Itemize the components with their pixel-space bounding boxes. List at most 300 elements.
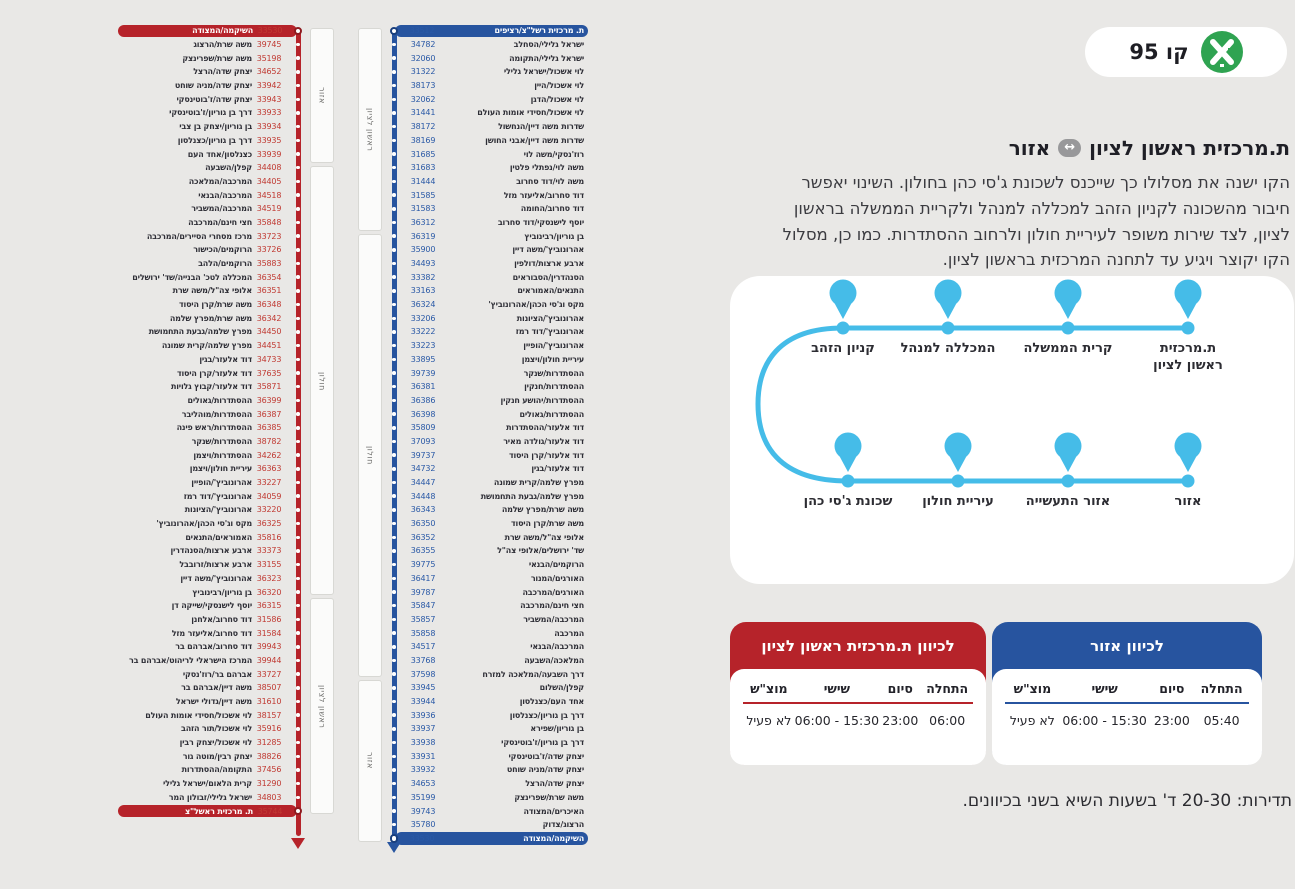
stop-name: האורגים/המנור xyxy=(530,573,584,583)
zone-label: חולון xyxy=(365,445,375,465)
stop-dot xyxy=(392,522,396,526)
stop-name: אהרונוביץ'/דוד רמז xyxy=(183,491,252,501)
description-line: הקו יקוצר ויגיע עד לתחנה המרכזית בראשון לציון. xyxy=(942,250,1290,270)
stop-dot xyxy=(296,700,300,704)
stop-dot xyxy=(296,98,300,102)
stop-dot xyxy=(296,672,300,676)
stop-dot xyxy=(392,412,396,416)
zone-bar-left xyxy=(310,28,334,814)
zone-box xyxy=(358,680,382,842)
stop-row xyxy=(386,188,588,202)
stop-code: 33938 xyxy=(410,738,436,748)
diagram-stop-label: שכונת ג'סי כהן xyxy=(803,494,893,509)
stop-code: 33768 xyxy=(410,655,436,665)
stop-dot xyxy=(392,796,396,800)
stop-row xyxy=(118,517,306,531)
col-friday: שישי xyxy=(1091,681,1118,696)
stop-row xyxy=(386,530,588,544)
stop-row xyxy=(386,175,588,189)
stop-name: לוי אשכול/חסידי אומות העולם xyxy=(145,710,252,720)
two-way-arrow-icon: ↔ xyxy=(1058,139,1081,157)
stop-dot xyxy=(392,590,396,594)
stop-code: 38172 xyxy=(410,122,436,132)
stop-dot xyxy=(392,152,396,156)
stop-dot xyxy=(296,152,300,156)
stop-code: 33163 xyxy=(410,286,436,296)
stop-dot xyxy=(392,645,396,649)
stop-code: 34782 xyxy=(410,40,436,50)
stop-row xyxy=(386,572,588,586)
stop-name: ארבע ארצות/דולפין xyxy=(514,259,584,269)
stop-name: ההסתדרות/יהושע חנקין xyxy=(500,395,584,405)
stop-name: ההסתדרות/שנקר xyxy=(523,368,584,378)
col-end: סיום xyxy=(887,681,913,696)
stop-code: 34262 xyxy=(256,450,282,460)
stop-name: רוז'נסקי/משה לוי xyxy=(523,149,584,159)
stop-name: התקומה/ההסתדרות xyxy=(181,765,252,775)
stop-name: אברהם בר/רוז'נסקי xyxy=(182,669,252,679)
stop-list-to-azor xyxy=(386,24,588,845)
stop-dot xyxy=(392,782,396,786)
stop-row xyxy=(386,695,588,709)
stop-row xyxy=(386,380,588,394)
stop-code: 38782 xyxy=(256,436,282,446)
stop-code: 33530 xyxy=(257,26,283,36)
stop-row xyxy=(118,188,306,202)
stop-dot xyxy=(392,536,396,540)
stop-row xyxy=(118,667,306,681)
stop-dot xyxy=(296,399,300,403)
stop-code: 33931 xyxy=(410,751,436,761)
stop-name: דוד סחרוב/אלחנן xyxy=(191,614,252,624)
stop-name: המרכבה/המלאכה xyxy=(188,176,252,186)
col-end: סיום xyxy=(1159,681,1185,696)
stop-dot xyxy=(392,453,396,457)
stop-dot xyxy=(392,809,396,813)
terminal-stop-row xyxy=(118,804,306,818)
stop-code: 39737 xyxy=(410,450,436,460)
x-operator-logo-icon xyxy=(1201,31,1243,73)
stop-code: 34451 xyxy=(256,341,282,351)
stop-name: המלאכה/השבעה xyxy=(524,655,584,665)
stop-row xyxy=(118,147,306,161)
stop-name: דוד סחרוב/החומה xyxy=(520,204,584,214)
stop-row xyxy=(386,325,588,339)
stop-name: הסנהדרין/הסבוראים xyxy=(512,272,584,282)
stop-name: אהרונוביץ'/משה דיין xyxy=(512,245,584,255)
stop-code: 33936 xyxy=(410,710,436,720)
stop-dot xyxy=(392,303,396,307)
stop-dot xyxy=(392,399,396,403)
zone-box xyxy=(358,28,382,231)
stop-dot xyxy=(296,84,300,88)
stop-code: 33726 xyxy=(256,245,282,255)
description-line: לציון, לצד שירות משופר לעיריית חולון ולרחוב ההסתדרות. כמו כן, מסלול xyxy=(782,224,1290,244)
diagram-stop-label: המכללה למנהל xyxy=(900,341,996,356)
stop-code: 35809 xyxy=(410,423,436,433)
stop-row xyxy=(386,777,588,791)
stop-name: הרצוג/צדוק xyxy=(542,820,584,830)
diagram-stop-label: קרית הממשלה xyxy=(1023,341,1113,356)
stop-name: דוד סחרוב/אליעזר מזל xyxy=(503,190,584,200)
stop-row xyxy=(118,435,306,449)
stop-code: 37093 xyxy=(410,436,436,446)
stop-dot xyxy=(296,618,300,622)
stop-name: בן גוריון/יצחק בן צבי xyxy=(179,122,252,132)
stop-dot xyxy=(296,330,300,334)
stop-row xyxy=(386,243,588,257)
stop-code: 38507 xyxy=(256,683,282,693)
stop-row xyxy=(386,257,588,271)
stop-row xyxy=(118,366,306,380)
stop-dot xyxy=(296,371,300,375)
stop-dot xyxy=(296,727,300,731)
zone-box xyxy=(310,28,334,163)
stop-row xyxy=(386,640,588,654)
stop-row xyxy=(118,175,306,189)
stop-dot xyxy=(296,467,300,471)
stop-code: 36315 xyxy=(256,601,282,611)
diagram-stop-label: ראשון לציון xyxy=(1153,358,1223,373)
stop-code: 31444 xyxy=(410,176,436,186)
stop-code: 39787 xyxy=(410,587,436,597)
stop-dot xyxy=(392,330,396,334)
stop-code: 33937 xyxy=(410,724,436,734)
schedule-direction-title: לכיוון ת.מרכזית ראשון לציון xyxy=(761,636,955,655)
stop-name: דרך השבעה/המלאכה למזרח xyxy=(482,669,584,679)
stop-code: 35858 xyxy=(410,628,436,638)
zone-label: ראשון לציון xyxy=(365,107,375,151)
stop-name: המכללה לטכ' הבנייה/שד' ירושלים xyxy=(132,272,252,282)
stop-dot xyxy=(296,536,300,540)
stop-dot xyxy=(296,659,300,663)
diagram-stop-label: אזור התעשייה xyxy=(1025,494,1111,509)
stop-dot xyxy=(296,508,300,512)
stop-name: מפרץ שלמה/גבעת התחמושת xyxy=(480,491,584,501)
stop-dot xyxy=(392,768,396,772)
stop-row xyxy=(118,722,306,736)
stop-row xyxy=(386,161,588,175)
stop-row xyxy=(386,448,588,462)
stop-code: 35198 xyxy=(256,53,282,63)
stop-row xyxy=(386,708,588,722)
stop-code: 33895 xyxy=(410,354,436,364)
stop-dot xyxy=(392,713,396,717)
stop-name: דרך בן גוריון/ז'בוטינסקי xyxy=(501,738,584,748)
stop-code: 36386 xyxy=(410,395,436,405)
stop-code: 31290 xyxy=(256,779,282,789)
stop-dot xyxy=(392,563,396,567)
stop-name: שד' ירושלים/אלופי צה"ל xyxy=(497,546,584,556)
stop-row xyxy=(118,654,306,668)
stop-name: ישראל גלילי/זבולון המר xyxy=(168,792,252,802)
stop-name: ארבע ארצות/זרובבל xyxy=(179,560,252,570)
stop-name: חצי חינם/המרכבה xyxy=(520,601,584,611)
stop-code: 36343 xyxy=(410,505,436,515)
stop-name: השיקמה/המצודה xyxy=(523,833,584,843)
stop-code: 37456 xyxy=(256,765,282,775)
stop-code: 36320 xyxy=(256,587,282,597)
stop-name: שדרות משה דיין/הנחשול xyxy=(498,122,584,132)
stop-name: אחד העם/כצנלסון xyxy=(519,697,584,707)
stop-row xyxy=(386,435,588,449)
stop-code: 33932 xyxy=(410,765,436,775)
stop-dot xyxy=(392,358,396,362)
stop-code: 36324 xyxy=(410,300,436,310)
stop-name: בן גוריון/רבינוביץ xyxy=(192,587,252,597)
stop-code: 35916 xyxy=(256,724,282,734)
stop-code: 31441 xyxy=(410,108,436,118)
schedule-table xyxy=(992,669,1262,765)
stop-row xyxy=(386,654,588,668)
stop-dot xyxy=(296,563,300,567)
stop-dot xyxy=(294,807,303,816)
stop-name: משה שרת/הרצוג xyxy=(193,40,252,50)
stop-row xyxy=(118,489,306,503)
stop-row xyxy=(118,749,306,763)
stop-row xyxy=(118,257,306,271)
stop-code: 34448 xyxy=(410,491,436,501)
stop-row xyxy=(118,92,306,106)
stop-dot xyxy=(296,522,300,526)
stop-code: 33944 xyxy=(410,697,436,707)
stop-row xyxy=(386,311,588,325)
stop-dot xyxy=(392,234,396,238)
stop-code: 35871 xyxy=(256,382,282,392)
stop-dot xyxy=(296,713,300,717)
stop-row xyxy=(386,92,588,106)
diagram-stop-label: ת.מרכזית xyxy=(1159,341,1217,356)
stop-code: 33227 xyxy=(256,478,282,488)
stop-code: 33943 xyxy=(256,94,282,104)
stop-row xyxy=(386,106,588,120)
stop-name: אהרונוביץ'/דוד רמז xyxy=(515,327,584,337)
stop-row xyxy=(386,681,588,695)
stop-name: דוד סחרוב/אברהם בר xyxy=(175,642,252,652)
zone-label: ראשון לציון xyxy=(317,684,327,728)
stop-row xyxy=(386,298,588,312)
stop-name: עיריית חולון/ויצמן xyxy=(189,464,252,474)
stop-row xyxy=(118,558,306,572)
col-friday: שישי xyxy=(823,681,851,696)
stop-dot xyxy=(294,27,303,36)
stop-name: יצחק שדה/מניה שוחט xyxy=(506,765,584,775)
stop-code: 34803 xyxy=(256,792,282,802)
stop-name: יצחק שדה/מניה שוחט xyxy=(174,81,252,91)
stop-dot xyxy=(296,111,300,115)
stop-code: 34493 xyxy=(410,259,436,269)
stop-name: האמוראים/התנאים xyxy=(185,532,252,542)
stop-code: 38173 xyxy=(410,81,436,91)
zone-label: אזור xyxy=(365,752,375,770)
stop-name: ההסתדרות/שנקר xyxy=(191,436,252,446)
stop-dot xyxy=(392,180,396,184)
stop-row xyxy=(386,736,588,750)
stop-name: ת. מרכזית ראשל"צ xyxy=(185,806,253,816)
stop-code: 34652 xyxy=(256,67,282,77)
stop-row xyxy=(386,818,588,832)
stop-name: יצחק שדה/ז'בוטינסקי xyxy=(508,751,584,761)
stop-row xyxy=(386,667,588,681)
stop-row xyxy=(386,421,588,435)
route-description xyxy=(730,170,1290,273)
stop-row xyxy=(118,229,306,243)
stop-code: 31584 xyxy=(256,628,282,638)
stop-code: 31586 xyxy=(256,614,282,624)
stop-dot xyxy=(392,166,396,170)
stop-name: דרך בן גוריון/כצנלסון xyxy=(509,710,584,720)
stop-row xyxy=(118,585,306,599)
stop-dot xyxy=(296,796,300,800)
stop-code: 34518 xyxy=(256,190,282,200)
stop-name: דוד אלעזר/קבוץ גלויות xyxy=(171,382,252,392)
stop-row xyxy=(118,530,306,544)
stop-row xyxy=(118,503,306,517)
stop-dot xyxy=(392,111,396,115)
stop-dot xyxy=(392,577,396,581)
stop-code: 36348 xyxy=(256,300,282,310)
stop-row xyxy=(386,284,588,298)
stop-dot xyxy=(296,385,300,389)
stop-code: 34447 xyxy=(410,478,436,488)
stop-row xyxy=(118,695,306,709)
stop-name: דרך בן גוריון/ז'בוטינסקי xyxy=(169,108,252,118)
stop-code: 35883 xyxy=(256,259,282,269)
stop-name: שדרות משה דיין/אבני החושן xyxy=(485,135,584,145)
stop-name: לוי אשכול/חסידי אומות העולם xyxy=(477,108,584,118)
stop-code: 35900 xyxy=(410,245,436,255)
stop-dot xyxy=(296,207,300,211)
stop-name: עיריית חולון/ויצמן xyxy=(521,354,584,364)
stop-name: משה דיין/אברהם בר xyxy=(181,683,252,693)
stop-row xyxy=(118,120,306,134)
stop-list-to-rishon xyxy=(118,24,306,818)
stop-row xyxy=(386,51,588,65)
stop-code: 36387 xyxy=(256,409,282,419)
stop-name: קרית הלאום/ישראל גלילי xyxy=(163,779,252,789)
col-satnight: מוצ"ש xyxy=(1013,681,1052,696)
stop-row xyxy=(118,202,306,216)
stop-code: 39739 xyxy=(410,368,436,378)
stop-name: האורגים/המרכבה xyxy=(522,587,584,597)
stop-code: 37635 xyxy=(256,368,282,378)
route-diagram xyxy=(730,276,1294,584)
stop-name: אהרונוביץ'/הציונות xyxy=(184,505,252,515)
stop-code: 33382 xyxy=(410,272,436,282)
stop-row xyxy=(118,572,306,586)
stop-row xyxy=(386,229,588,243)
stop-name: דוד אלעזר/קרן היסוד xyxy=(176,368,252,378)
stop-dot xyxy=(296,193,300,197)
zone-label: חולון xyxy=(317,371,327,391)
stop-dot xyxy=(392,467,396,471)
stop-dot xyxy=(296,70,300,74)
stop-dot xyxy=(296,590,300,594)
schedule-separator xyxy=(743,702,973,704)
val-end: 23:00 xyxy=(882,713,919,728)
stop-name: לוי אשכול/היין xyxy=(534,81,584,91)
terminal-stop-row xyxy=(118,24,306,38)
stop-row xyxy=(118,134,306,148)
stop-code: 33223 xyxy=(410,341,436,351)
stop-dot xyxy=(390,27,399,36)
stop-dot xyxy=(296,275,300,279)
stop-code: 35816 xyxy=(256,532,282,542)
stop-name: אהרונוביץ'/משה דיין xyxy=(180,573,252,583)
stop-dot xyxy=(296,549,300,553)
stop-dot xyxy=(392,618,396,622)
diagram-stop-label: אזור xyxy=(1174,494,1202,509)
stop-row xyxy=(118,65,306,79)
stop-dot xyxy=(296,645,300,649)
stop-row xyxy=(118,79,306,93)
stop-row xyxy=(118,339,306,353)
stop-code: 31685 xyxy=(410,149,436,159)
stop-code: 39775 xyxy=(410,560,436,570)
stop-name: דוד אלעזר/ההסתדרות xyxy=(506,423,584,433)
stop-code: 35848 xyxy=(256,217,282,227)
stop-code: 36352 xyxy=(410,532,436,542)
stop-code: 36323 xyxy=(256,573,282,583)
stop-row xyxy=(386,613,588,627)
stop-row xyxy=(386,462,588,476)
schedule-card-to-rishon xyxy=(730,622,986,765)
stop-name: קפלן/השלום xyxy=(539,683,584,693)
stop-code: 36417 xyxy=(410,573,436,583)
stop-row xyxy=(386,544,588,558)
stop-code: 36312 xyxy=(410,217,436,227)
stop-row xyxy=(118,640,306,654)
stop-row xyxy=(118,380,306,394)
stop-name: כצנלסון/אחד העם xyxy=(187,149,252,159)
stop-code: 35857 xyxy=(410,614,436,624)
stop-dot xyxy=(392,385,396,389)
stop-code: 35744 xyxy=(257,806,283,816)
stop-name: הרוקמים/הבנאי xyxy=(528,560,584,570)
stop-code: 38157 xyxy=(256,710,282,720)
stop-code: 33723 xyxy=(256,231,282,241)
stop-dot xyxy=(392,193,396,197)
stop-name: ההסתדרות/מוהליבר xyxy=(181,409,252,419)
stop-dot xyxy=(296,768,300,772)
schedule-card-to-azor xyxy=(992,622,1262,765)
val-start: 05:40 xyxy=(1203,713,1240,728)
stop-dot xyxy=(392,139,396,143)
stop-row xyxy=(118,394,306,408)
stop-name: הרוקמים/הכישור xyxy=(193,245,252,255)
stop-name: אלופי צה"ל/משה שרת xyxy=(504,532,584,542)
stop-code: 31683 xyxy=(410,163,436,173)
col-satnight: מוצ"ש xyxy=(750,681,788,696)
stop-dot xyxy=(296,289,300,293)
stop-dot xyxy=(296,782,300,786)
stop-code: 34405 xyxy=(256,176,282,186)
stop-row xyxy=(386,65,588,79)
stop-row xyxy=(386,804,588,818)
stop-name: ההסתדרות/גאולים xyxy=(187,395,252,405)
stop-name: משה דיין/גדולי ישראל xyxy=(175,697,252,707)
stop-name: ארבע ארצות/הסנהדרין xyxy=(170,546,252,556)
stop-row xyxy=(118,777,306,791)
val-friday: 06:00 - 15:30 xyxy=(794,713,880,728)
stop-name: משה שרת/שפרינצק xyxy=(182,53,252,63)
stop-code: 39943 xyxy=(256,642,282,652)
stop-name: המרכבה/המשביר xyxy=(191,204,252,214)
stop-row xyxy=(118,270,306,284)
stop-dot xyxy=(392,481,396,485)
stop-name: דוד אלעזר/קרן היסוד xyxy=(508,450,584,460)
stop-name: דוד אלעזר/בגין xyxy=(199,354,252,364)
